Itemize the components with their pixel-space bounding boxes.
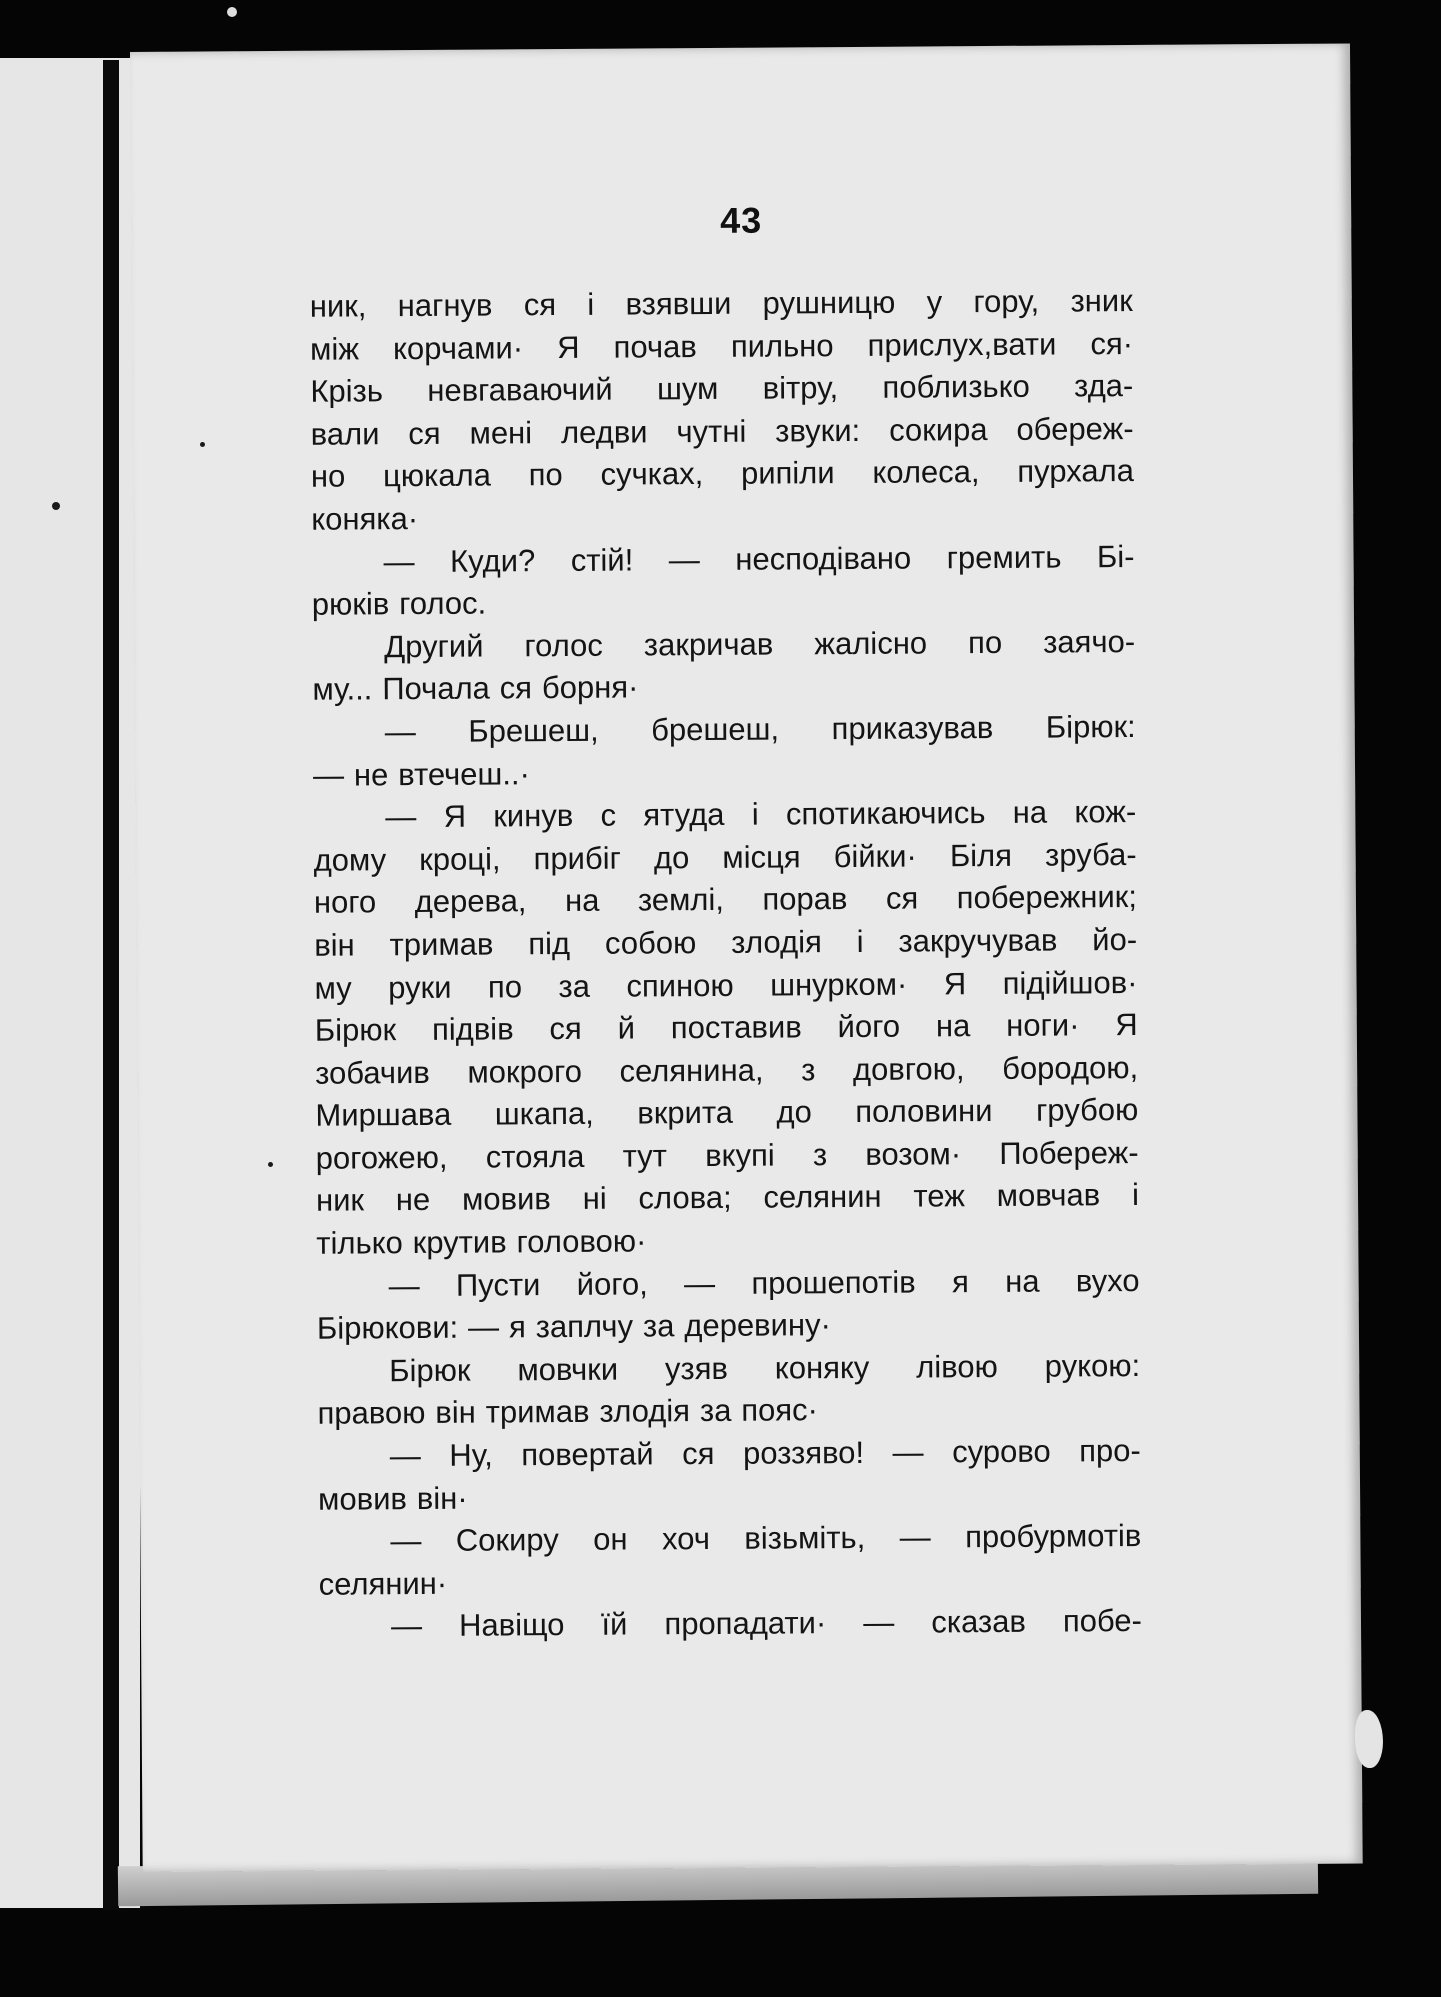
book-page: [130, 43, 1363, 1871]
book-spine: [103, 60, 119, 1910]
text-line: мовив він·: [317, 1480, 468, 1517]
paper-fragment: [1355, 1710, 1383, 1768]
speck: [268, 1162, 273, 1167]
text-line: селянин·: [318, 1565, 448, 1602]
speck: [200, 442, 205, 447]
text-line: зобачив мокрого селянина, з довгою, бородою,: [315, 1049, 1139, 1091]
text-line: — Я кинув с ятуда і спотикаючись на кож-: [385, 794, 1137, 835]
text-line: Бірюкови: — я заплчу за деревину·: [316, 1307, 831, 1346]
text-line: му руки по за спиною шнурком· Я підійшов·: [314, 964, 1138, 1006]
page-text: [310, 280, 1142, 1649]
text-line: Крізь невгаваючий шум вітру, поблизько зда-: [310, 368, 1134, 409]
text-line: ного дерева, на землі, порав ся побережник;: [313, 879, 1138, 921]
speck: [52, 502, 60, 510]
text-line: правою він тримав злодія за пояс·: [317, 1392, 819, 1432]
left-page-edge: [0, 58, 140, 1908]
text-line: ник, нагнув ся і взявши рушницю у гору, зник: [309, 283, 1133, 324]
text-line: — Пусти його, — прошепотів я на вухо: [388, 1262, 1140, 1303]
text-line: тілько крутив головою·: [316, 1223, 647, 1261]
text-line: вали ся мені ледви чутні звуки: сокира обереж-: [310, 410, 1134, 452]
text-line: Бірюк мовчки узяв коняку лівою рукою:: [389, 1347, 1141, 1389]
text-line: но цюкала по сучках, рипіли колеса, пурхала: [310, 453, 1135, 495]
text-line: му... Почала ся борня·: [312, 669, 639, 708]
text-line: він тримав під собою злодія і закручував йо-: [314, 921, 1138, 963]
text-line: — Брешеш, брешеш, приказував Бірюк:: [384, 708, 1136, 750]
text-line: — Сокиру он хоч візьміть, — пробурмотів: [390, 1518, 1142, 1559]
text-line: Другий голос закричав жалісно по заячо-: [384, 623, 1136, 664]
text-line: між корчами· Я почав пильно прислух,вати ся·: [309, 325, 1134, 367]
text-line: — Куди? стій! — несподівано гремить Бі-: [383, 538, 1135, 579]
text-line: рюків голос.: [311, 585, 487, 622]
page-number: 43: [720, 199, 763, 241]
text-line: коняка·: [311, 500, 419, 537]
text-line: рогожею, стояла тут вкупі з возом· Побереж-: [315, 1134, 1139, 1176]
text-line: Миршава шкапа, вкрита до половини грубою: [315, 1092, 1139, 1134]
speck: [227, 7, 237, 17]
text-line: — Ну, повертай ся роззяво! — сурово про-: [389, 1433, 1141, 1474]
text-line: Бірюк підвів ся й поставив його на ноги· Я: [314, 1007, 1138, 1048]
text-line: — не втечеш..·: [312, 755, 531, 793]
text-line: ник не мовив ні слова; селянин теж мовчав і: [315, 1177, 1140, 1219]
text-line: дому кроці, прибіг до місця бійки· Біля зруба-: [313, 836, 1137, 878]
text-line: — Навіщо їй пропадати· — сказав побе-: [390, 1603, 1143, 1644]
